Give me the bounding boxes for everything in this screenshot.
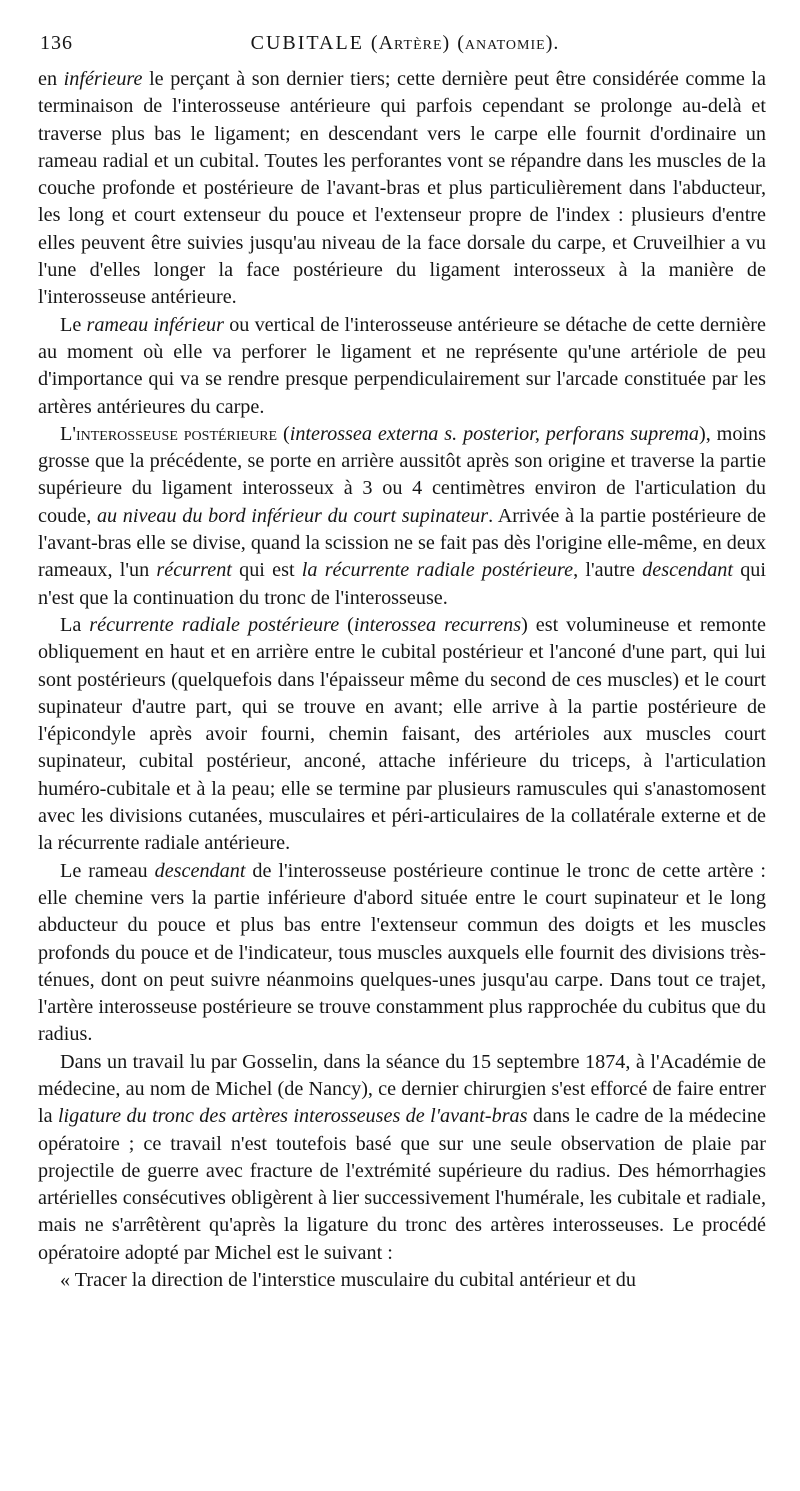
text-run: dans le cadre de la médecine opératoire ; ce travail n'est toutefois basé que sur une seule observation de plaie par projectile de guerre avec fracture de l'extrémité supérieure du radius. Des hémorrhagies artérielles consécutives obligèrent à lier successivement l'humérale, les cubitale et radiale, mais ne s'arrêtèrent qu'après la ligature du tronc des artères interosseuses. Le procédé opératoire adopté par Michel est le suivant : [38,1105,766,1264]
italic-run: descendant [154,859,246,882]
text-run: , l'autre [573,559,643,582]
italic-run: interossea externa s. posterior, perforans suprema [289,422,699,445]
text-run: « Tracer la direction de l'interstice musculaire du cubital antérieur et du [60,1269,636,1292]
italic-run: descendant [642,559,733,582]
italic-run: inférieure [63,68,143,90]
smallcaps-run: interosseuse postérieure [75,422,278,445]
text-run: Le rameau [60,859,155,882]
text-run: Dans un travail lu par Gosselin, dans la séance du 15 septembre 1874, à l'Académie de médecine, au nom de Michel (de Nancy), ce dernier chirurgien s'est efforcé de faire entrer la [38,1050,766,1128]
italic-run: récurrente radiale postérieure [89,613,340,636]
italic-run: au niveau du bord inférieur du court supinateur [96,504,489,527]
text-run: qui est [231,559,302,582]
running-title [40,28,770,58]
running-title-main: CUBITALE [250,32,364,54]
italic-run: ligature du tronc des artères interosseuses de l'avant-bras [57,1105,528,1128]
text-run: . Arrivée à la partie postérieure de l'avant-bras elle se divise, quand la scission ne se fait pas dès l'origine elle-même, en deux rameaux, l'un [38,504,767,582]
text-run: L' [60,422,76,445]
text-run: ( [339,613,354,636]
text-run: qui n'est que la continuation du tronc de l'interosseuse. [38,559,767,609]
text-run: en [38,68,64,90]
paragraph [38,66,766,312]
running-title-art: (Artère) [370,32,451,54]
text-run: le perçant à son dernier tiers; cette dernière peut être considérée comme la terminaison de l'interosseuse antérieure qui parfois cependant se prolonge au-delà et traverse plus bas le ligament; en descendant vers le carpe elle fournit d'ordinaire un rameau radial et un cubital. Toutes les perforantes vont se répandre dans les muscles de la couche profonde et postérieure de l'avant-bras et plus particulièrement dans l'abducteur, les long et court extenseur du pouce et l'extenseur propre de l'index : plusieurs d'entre elles peuvent être suivies jusqu'au niveau de la face dorsale du carpe, et Cruveilhier a vu l'une d'elles longer la face postérieure du ligament interosseux à la manière de l'interosseuse antérieure. [38,68,766,309]
text-run: ), moins grosse que la précédente, se porte en arrière aussitôt après son origine et traverse la partie supérieure du ligament interosseux à 3 ou 4 centimètres environ de l'articulation du coude, [38,422,766,527]
text-run: La [60,613,90,636]
italic-run: interossea recurrens [353,613,522,636]
page-number: 136 [40,32,73,54]
page-header [40,28,770,58]
body-text [38,66,766,1294]
paragraph [38,1049,766,1267]
italic-run: récurrent [156,559,232,582]
text-run: ou vertical de l'interosseuse antérieure se détache de cette dernière au moment où elle va perforer le ligament et ne représente qu'une artériole de peu d'importance qui va se rendre presque perpendiculairement sur l'arcade constituée par les artères antérieures du carpe. [38,313,766,418]
paragraph [38,858,766,1049]
text-run: Le [60,313,87,336]
text-run: ( [277,422,290,445]
paragraph [38,612,766,858]
paragraph [38,312,766,421]
text-run: de l'interosseuse postérieure continue le tronc de cette artère : elle chemine vers la partie inférieure d'abord située entre le court supinateur et le long abducteur du pouce et plus bas entre l'extenseur commun des doigts et les muscles profonds du pouce et de l'indicateur, tous muscles auxquels elle fournit des divisions très-ténues, dont on peut suivre néanmoins quelques-unes jusqu'au carpe. Dans tout ce trajet, l'artère interosseuse postérieure se trouve constamment plus rapprochée du cubitus que du radius. [38,859,766,1046]
italic-run: rameau inférieur [86,313,224,336]
text-run: ) est volumineuse et remonte obliquement en haut et en arrière entre le cubital postérieur et l'anconé d'une part, qui lui sont postérieurs (quelquefois dans l'épaisseur même du second de ces muscles) et le court supinateur d'autre part, qui se trouve en avant; elle arrive à la partie postérieure de l'épicondyle après avoir fourni, chemin faisant, des artérioles aux muscles court supinateur, cubital postérieur, anconé, attache inférieure du triceps, à l'articulation huméro-cubitale et à la peau; elle se termine par plusieurs ramuscules qui s'anastomosent avec les divisions cutanées, musculaires et péri-articulaires de la collatérale externe et de la récurrente radiale antérieure. [38,613,766,855]
paragraph [38,421,766,612]
italic-run: la récurrente radiale postérieure [301,559,574,582]
paragraph [38,1267,766,1294]
running-title-section: (anatomie). [457,32,560,54]
